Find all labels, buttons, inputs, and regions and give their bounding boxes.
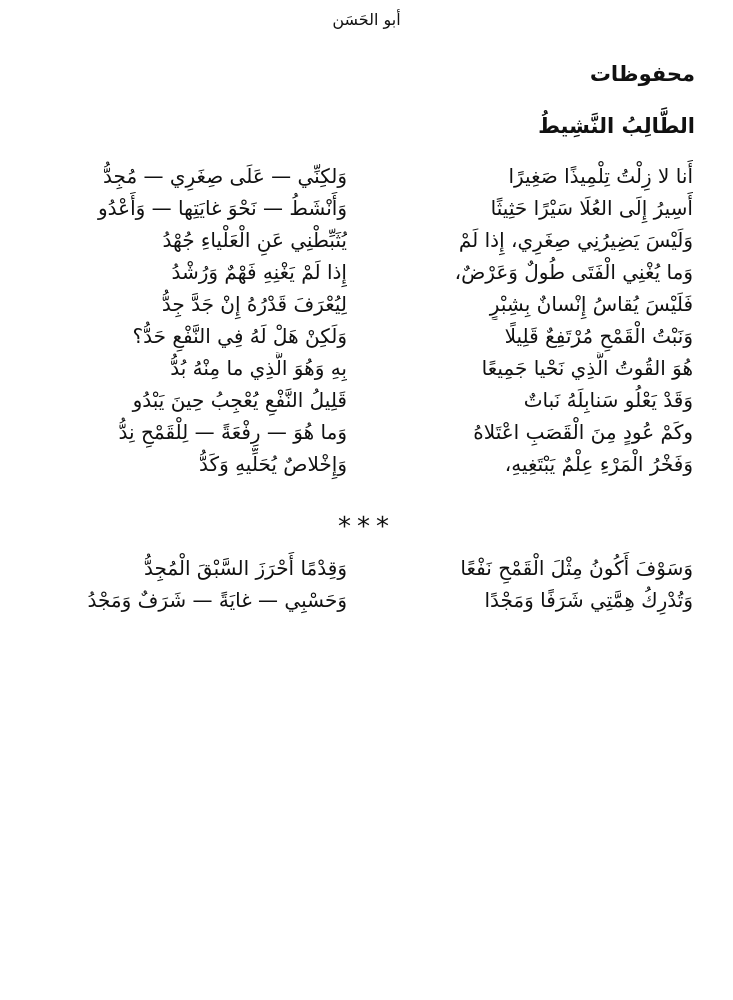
verse-first-hemistich: وَتُدْرِكُ هِمَّتِي شَرَفًا وَمَجْدًا xyxy=(484,588,693,612)
verse-first-hemistich: وَنَبْتُ الْقَمْحِ مُرْتَفِعٌ قَلِيلًا xyxy=(504,324,693,348)
verse-first-hemistich: فَلَيْسَ يُقاسُ إِنْسانٌ بِشِبْرٍ xyxy=(489,292,693,316)
verse-second-hemistich: وَحَسْبِي — غايَةً — شَرَفٌ وَمَجْدُ xyxy=(87,588,347,612)
poem-stanza-2 xyxy=(37,552,693,616)
verse xyxy=(37,352,693,384)
verse-second-hemistich: بِهِ وَهُوَ الَّذِي ما مِنْهُ بُدُّ xyxy=(170,356,347,380)
verse-second-hemistich: وَلكِنِّي — عَلَى صِغَرِي — مُجِدُّ xyxy=(103,164,347,188)
poem-title: الطَّالِبُ النَّشِيطُ xyxy=(538,114,695,138)
verse-second-hemistich: يُثَبِّطْنِي عَنِ الْعَلْياءِ جُهْدُ xyxy=(162,228,347,252)
verse xyxy=(37,384,693,416)
verse xyxy=(37,320,693,352)
verse-second-hemistich: إِذا لَمْ يَغْنِهِ فَهْمٌ وَرُشْدُ xyxy=(171,260,347,284)
verse-second-hemistich: وَقِدْمًا أَحْرَزَ السَّبْقَ الْمُجِدُّ xyxy=(143,556,347,580)
section-title: محفوظات xyxy=(589,62,695,86)
verse xyxy=(37,224,693,256)
verse xyxy=(37,160,693,192)
verse xyxy=(37,552,693,584)
verse xyxy=(37,584,693,616)
verse-second-hemistich: وَأَنْشَطُ — نَحْوَ غايَتِها — وَأَعْدُو xyxy=(98,196,347,220)
verse-first-hemistich: أَنا لا زِلْتُ تِلْمِيذًا صَغِيرًا xyxy=(508,164,693,188)
verse xyxy=(37,448,693,480)
running-head-author: أبو الحَسَن xyxy=(332,10,401,29)
verse-first-hemistich: هُوَ القُوتُ الَّذِي نَحْيا جَمِيعًا xyxy=(481,356,693,380)
verse-first-hemistich: وَما يُغْنِي الْفَتَى طُولٌ وَعَرْضٌ، xyxy=(454,260,693,284)
verse-second-hemistich: وَلَكِنْ هَلْ لَهُ فِي النَّفْعِ حَدُّ؟ xyxy=(132,324,347,348)
verse-second-hemistich: قَلِيلُ النَّفْعِ يُعْجِبُ حِينَ يَبْدُو xyxy=(132,388,347,412)
verse-second-hemistich: وَإِخْلاصٌ يُحَلِّيهِ وَكَدُّ xyxy=(199,452,347,476)
verse-first-hemistich: وَلَيْسَ يَضِيرُنِي صِغَرِي، إِذا لَمْ xyxy=(458,228,693,252)
verse xyxy=(37,256,693,288)
verse-first-hemistich: وَفَخْرُ الْمَرْءِ عِلْمٌ يَبْتَغِيهِ، xyxy=(504,452,693,476)
verse-first-hemistich: وَقَدْ يَعْلُو سَنابِلَهُ نَباتٌ xyxy=(523,388,693,412)
verse-first-hemistich: وَسَوْفَ أَكُونُ مِثْلَ الْقَمْحِ نَفْعًا xyxy=(460,556,693,580)
verse xyxy=(37,416,693,448)
verse-second-hemistich: وَما هُوَ — رِفْعَةً — لِلْقَمْحِ نِدُّ xyxy=(118,420,347,444)
verse xyxy=(37,192,693,224)
verse xyxy=(37,288,693,320)
verse-first-hemistich: أَسِيرُ إِلَى العُلَا سَيْرًا حَثِيثًا xyxy=(490,196,693,220)
stanza-separator: *** xyxy=(338,512,395,542)
verse-second-hemistich: لِيُعْرَفَ قَدْرُهُ إِنْ جَدَّ جِدُّ xyxy=(161,292,347,316)
verse-first-hemistich: وكَمْ عُودٍ مِنَ الْقَصَبِ اعْتَلاهُ xyxy=(473,420,693,444)
poem-stanza-1 xyxy=(37,160,693,480)
